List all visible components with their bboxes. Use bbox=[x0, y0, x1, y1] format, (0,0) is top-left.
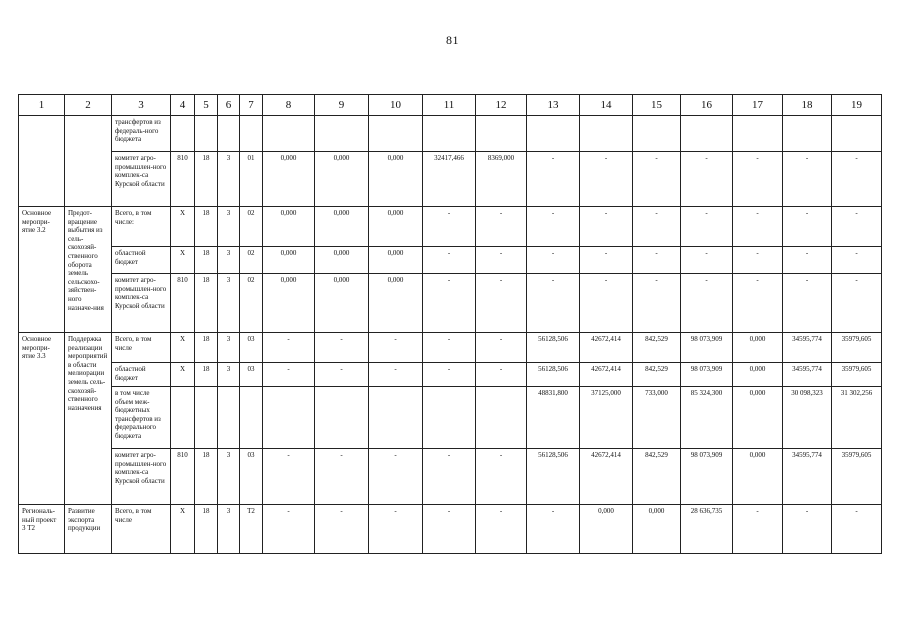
value-cell: 98 073,909 bbox=[681, 333, 733, 363]
value-cell: - bbox=[423, 207, 476, 247]
value-cell: 0,000 bbox=[733, 333, 783, 363]
header-cell: 9 bbox=[315, 95, 369, 116]
value-cell: - bbox=[369, 333, 423, 363]
header-cell: 11 bbox=[423, 95, 476, 116]
value-cell: 0,000 bbox=[733, 387, 783, 449]
executor-cell: комитет агро-промышлен-ного комплек-са Курской области bbox=[112, 152, 171, 207]
value-cell: 0,000 bbox=[580, 505, 633, 554]
value-cell: - bbox=[369, 505, 423, 554]
value-cell: 810 bbox=[171, 152, 195, 207]
table-row bbox=[19, 274, 882, 333]
value-cell: 0,000 bbox=[369, 247, 423, 274]
value-cell: - bbox=[315, 363, 369, 387]
value-cell: 01 bbox=[240, 152, 263, 207]
value-cell: 810 bbox=[171, 449, 195, 505]
measure-cell: Основное меропри-ятие 3.3 bbox=[19, 333, 65, 505]
value-cell: - bbox=[369, 449, 423, 505]
measure-cell: Региональ-ный проект 3 Т2 bbox=[19, 505, 65, 554]
value-cell: 35979,605 bbox=[832, 333, 882, 363]
executor-cell: Всего, в том числе: bbox=[112, 207, 171, 247]
value-cell bbox=[263, 387, 315, 449]
header-cell: 6 bbox=[218, 95, 240, 116]
value-cell: 842,529 bbox=[633, 449, 681, 505]
value-cell: - bbox=[733, 505, 783, 554]
value-cell: 98 073,909 bbox=[681, 363, 733, 387]
value-cell: 733,000 bbox=[633, 387, 681, 449]
measure-cell bbox=[19, 116, 65, 207]
table-row bbox=[19, 116, 882, 152]
value-cell: - bbox=[580, 274, 633, 333]
value-cell: - bbox=[476, 505, 527, 554]
value-cell: 810 bbox=[171, 274, 195, 333]
value-cell bbox=[633, 116, 681, 152]
value-cell: - bbox=[733, 207, 783, 247]
value-cell bbox=[240, 387, 263, 449]
value-cell: 28 636,735 bbox=[681, 505, 733, 554]
value-cell: - bbox=[315, 449, 369, 505]
value-cell: - bbox=[476, 247, 527, 274]
value-cell: - bbox=[832, 152, 882, 207]
value-cell bbox=[263, 116, 315, 152]
value-cell bbox=[783, 116, 832, 152]
value-cell bbox=[580, 116, 633, 152]
header-cell: 16 bbox=[681, 95, 733, 116]
header-cell: 15 bbox=[633, 95, 681, 116]
value-cell: X bbox=[171, 505, 195, 554]
value-cell: - bbox=[476, 274, 527, 333]
value-cell: - bbox=[783, 505, 832, 554]
value-cell: 56128,506 bbox=[527, 363, 580, 387]
value-cell: 0,000 bbox=[263, 152, 315, 207]
value-cell: X bbox=[171, 363, 195, 387]
value-cell: 0,000 bbox=[369, 152, 423, 207]
value-cell: 56128,506 bbox=[527, 449, 580, 505]
value-cell: - bbox=[681, 152, 733, 207]
value-cell bbox=[423, 387, 476, 449]
value-cell bbox=[681, 116, 733, 152]
description-cell: Развитие экспорта продукции bbox=[65, 505, 112, 554]
table-row bbox=[19, 363, 882, 387]
value-cell: - bbox=[527, 207, 580, 247]
value-cell: - bbox=[733, 247, 783, 274]
value-cell: - bbox=[783, 274, 832, 333]
value-cell: - bbox=[423, 333, 476, 363]
value-cell: 56128,506 bbox=[527, 333, 580, 363]
description-cell: Предот-вращение выбытия из сель-скохозяй-ственного оборота земель сельскохо-зяйствен-ного назначе-ния bbox=[65, 207, 112, 333]
value-cell bbox=[218, 116, 240, 152]
value-cell bbox=[369, 116, 423, 152]
value-cell: X bbox=[171, 207, 195, 247]
value-cell: - bbox=[580, 207, 633, 247]
header-cell: 14 bbox=[580, 95, 633, 116]
value-cell: 03 bbox=[240, 333, 263, 363]
value-cell: 98 073,909 bbox=[681, 449, 733, 505]
value-cell: - bbox=[315, 333, 369, 363]
header-cell: 4 bbox=[171, 95, 195, 116]
value-cell: - bbox=[783, 152, 832, 207]
value-cell: - bbox=[263, 333, 315, 363]
value-cell: 35979,605 bbox=[832, 363, 882, 387]
value-cell: 3 bbox=[218, 274, 240, 333]
value-cell: 0,000 bbox=[315, 274, 369, 333]
value-cell: 34595,774 bbox=[783, 333, 832, 363]
value-cell: - bbox=[633, 152, 681, 207]
value-cell: - bbox=[527, 505, 580, 554]
value-cell bbox=[733, 116, 783, 152]
header-cell: 19 bbox=[832, 95, 882, 116]
value-cell: 8369,000 bbox=[476, 152, 527, 207]
value-cell: 0,000 bbox=[369, 207, 423, 247]
value-cell bbox=[195, 116, 218, 152]
value-cell: - bbox=[423, 274, 476, 333]
value-cell: - bbox=[832, 274, 882, 333]
value-cell bbox=[476, 387, 527, 449]
value-cell: - bbox=[423, 363, 476, 387]
value-cell: 0,000 bbox=[315, 207, 369, 247]
value-cell: - bbox=[263, 449, 315, 505]
value-cell: 42672,414 bbox=[580, 333, 633, 363]
value-cell: - bbox=[423, 247, 476, 274]
value-cell: - bbox=[681, 207, 733, 247]
value-cell: 18 bbox=[195, 274, 218, 333]
value-cell: 3 bbox=[218, 449, 240, 505]
value-cell: X bbox=[171, 247, 195, 274]
header-cell: 12 bbox=[476, 95, 527, 116]
value-cell bbox=[195, 387, 218, 449]
value-cell: - bbox=[263, 505, 315, 554]
executor-cell: в том числе объем меж-бюджетных трансфертов из федерального бюджета bbox=[112, 387, 171, 449]
value-cell: 03 bbox=[240, 449, 263, 505]
header-cell: 17 bbox=[733, 95, 783, 116]
value-cell: 3 bbox=[218, 207, 240, 247]
value-cell: 85 324,300 bbox=[681, 387, 733, 449]
value-cell: 0,000 bbox=[263, 274, 315, 333]
value-cell: 18 bbox=[195, 152, 218, 207]
value-cell: 02 bbox=[240, 274, 263, 333]
executor-cell: Всего, в том числе bbox=[112, 333, 171, 363]
value-cell bbox=[218, 387, 240, 449]
table-row bbox=[19, 247, 882, 274]
value-cell: 0,000 bbox=[315, 152, 369, 207]
value-cell bbox=[240, 116, 263, 152]
value-cell: - bbox=[633, 274, 681, 333]
value-cell: 35979,605 bbox=[832, 449, 882, 505]
value-cell: 3 bbox=[218, 152, 240, 207]
description-cell: Поддержка реализации мероприятий в области мелиорации земель сель-скохозяй-ственного назначения bbox=[65, 333, 112, 505]
value-cell: - bbox=[423, 505, 476, 554]
value-cell: 18 bbox=[195, 207, 218, 247]
value-cell bbox=[171, 116, 195, 152]
table-row bbox=[19, 505, 882, 554]
value-cell: 18 bbox=[195, 505, 218, 554]
value-cell: 0,000 bbox=[633, 505, 681, 554]
value-cell: - bbox=[681, 247, 733, 274]
header-row bbox=[19, 95, 882, 116]
value-cell: - bbox=[476, 207, 527, 247]
value-cell bbox=[476, 116, 527, 152]
value-cell bbox=[527, 116, 580, 152]
value-cell: - bbox=[423, 449, 476, 505]
value-cell: 842,529 bbox=[633, 363, 681, 387]
value-cell: - bbox=[263, 363, 315, 387]
value-cell: - bbox=[527, 247, 580, 274]
header-cell: 2 bbox=[65, 95, 112, 116]
header-cell: 5 bbox=[195, 95, 218, 116]
measure-cell: Основное меропри-ятие 3.2 bbox=[19, 207, 65, 333]
value-cell: - bbox=[476, 363, 527, 387]
value-cell: Т2 bbox=[240, 505, 263, 554]
value-cell: 02 bbox=[240, 207, 263, 247]
executor-cell: комитет агро-промышлен-ного комплек-са Курской области bbox=[112, 274, 171, 333]
value-cell: - bbox=[476, 449, 527, 505]
value-cell: 30 098,323 bbox=[783, 387, 832, 449]
value-cell: - bbox=[369, 363, 423, 387]
executor-cell: Всего, в том числе bbox=[112, 505, 171, 554]
value-cell: 3 bbox=[218, 505, 240, 554]
value-cell bbox=[423, 116, 476, 152]
executor-cell: областной бюджет bbox=[112, 363, 171, 387]
value-cell: 34595,774 bbox=[783, 449, 832, 505]
value-cell: 3 bbox=[218, 363, 240, 387]
value-cell: 42672,414 bbox=[580, 449, 633, 505]
value-cell: 37125,000 bbox=[580, 387, 633, 449]
value-cell: - bbox=[783, 207, 832, 247]
header-cell: 1 bbox=[19, 95, 65, 116]
value-cell: 3 bbox=[218, 247, 240, 274]
value-cell: - bbox=[633, 207, 681, 247]
value-cell: 18 bbox=[195, 247, 218, 274]
budget-table bbox=[18, 94, 882, 554]
value-cell: - bbox=[527, 274, 580, 333]
value-cell: 842,529 bbox=[633, 333, 681, 363]
value-cell: - bbox=[783, 247, 832, 274]
value-cell: 0,000 bbox=[733, 363, 783, 387]
value-cell: - bbox=[832, 207, 882, 247]
value-cell: - bbox=[832, 505, 882, 554]
table-row bbox=[19, 152, 882, 207]
value-cell bbox=[315, 387, 369, 449]
executor-cell: комитет агро-промышлен-ного комплек-са Курской области bbox=[112, 449, 171, 505]
value-cell: 0,000 bbox=[263, 247, 315, 274]
description-cell bbox=[65, 116, 112, 207]
value-cell: 0,000 bbox=[263, 207, 315, 247]
header-cell: 3 bbox=[112, 95, 171, 116]
value-cell: - bbox=[315, 505, 369, 554]
value-cell: - bbox=[832, 247, 882, 274]
value-cell bbox=[315, 116, 369, 152]
value-cell: - bbox=[633, 247, 681, 274]
value-cell: 0,000 bbox=[315, 247, 369, 274]
value-cell: 42672,414 bbox=[580, 363, 633, 387]
value-cell: - bbox=[733, 152, 783, 207]
value-cell: 18 bbox=[195, 449, 218, 505]
value-cell: 0,000 bbox=[369, 274, 423, 333]
value-cell: 18 bbox=[195, 363, 218, 387]
table-row bbox=[19, 449, 882, 505]
value-cell: 3 bbox=[218, 333, 240, 363]
value-cell: - bbox=[580, 247, 633, 274]
header-cell: 10 bbox=[369, 95, 423, 116]
value-cell: 31 302,256 bbox=[832, 387, 882, 449]
value-cell: 32417,466 bbox=[423, 152, 476, 207]
value-cell: X bbox=[171, 333, 195, 363]
header-cell: 8 bbox=[263, 95, 315, 116]
header-cell: 13 bbox=[527, 95, 580, 116]
value-cell: - bbox=[476, 333, 527, 363]
value-cell: 02 bbox=[240, 247, 263, 274]
value-cell bbox=[832, 116, 882, 152]
value-cell: 0,000 bbox=[733, 449, 783, 505]
executor-cell: трансфертов из федераль-ного бюджета bbox=[112, 116, 171, 152]
value-cell: 48831,800 bbox=[527, 387, 580, 449]
table-row bbox=[19, 207, 882, 247]
value-cell: 34595,774 bbox=[783, 363, 832, 387]
value-cell bbox=[171, 387, 195, 449]
header-cell: 18 bbox=[783, 95, 832, 116]
table-row bbox=[19, 333, 882, 363]
value-cell: - bbox=[681, 274, 733, 333]
executor-cell: областной бюджет bbox=[112, 247, 171, 274]
table-row bbox=[19, 387, 882, 449]
value-cell: - bbox=[527, 152, 580, 207]
header-cell: 7 bbox=[240, 95, 263, 116]
value-cell: 03 bbox=[240, 363, 263, 387]
value-cell: - bbox=[580, 152, 633, 207]
page-number: 81 bbox=[446, 33, 459, 47]
value-cell: 18 bbox=[195, 333, 218, 363]
value-cell bbox=[369, 387, 423, 449]
value-cell: - bbox=[733, 274, 783, 333]
